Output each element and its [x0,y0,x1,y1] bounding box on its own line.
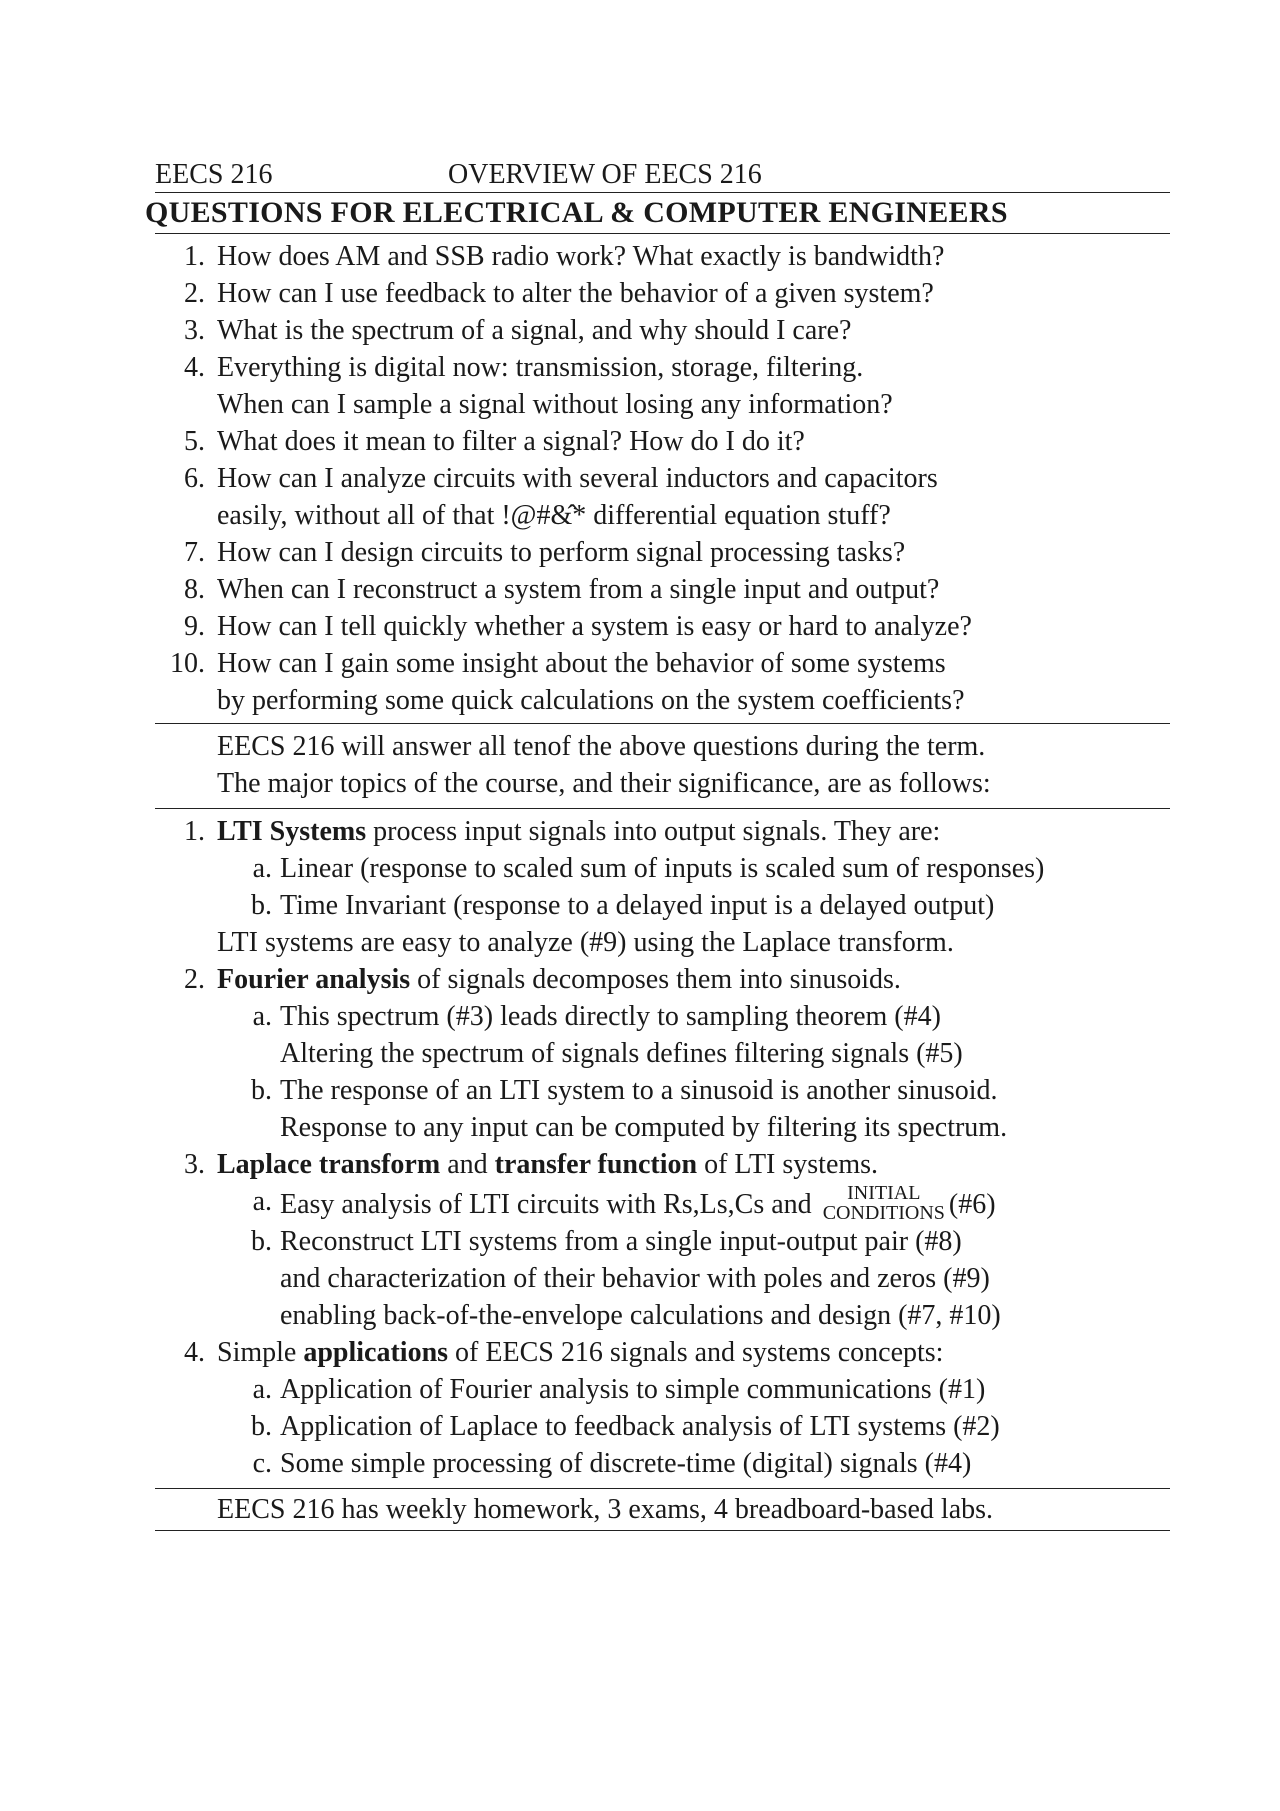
question-continuation [155,682,1170,719]
subitem-text: Time Invariant (response to a delayed input is a delayed output) [280,890,995,921]
question-item [155,571,1170,608]
questions-rule [155,723,1170,724]
question-text: How can I analyze circuits with several inductors and capacitors [217,463,938,494]
topic-number: 4. [184,1337,205,1368]
question-text: How can I gain some insight about the behavior of some systems [217,648,946,679]
subitem-text: Application of Laplace to feedback analysis of LTI systems (#2) [280,1411,1000,1442]
question-item [155,534,1170,571]
subitem-text: Some simple processing of discrete-time (digital) signals (#4) [280,1448,972,1479]
intro-line: The major topics of the course, and their significance, are as follows: [217,768,991,799]
question-item [155,608,1170,645]
question-item [155,349,1170,386]
stacked-label-top: INITIAL [847,1182,921,1204]
topic-text: of EECS 216 signals and systems concepts: [448,1337,944,1368]
topic-number: 3. [184,1149,205,1180]
question-number: 5. [184,426,205,457]
subitem-letter: b. [251,1411,272,1442]
course-code: EECS 216 [155,159,273,190]
subitem-text: This spectrum (#3) leads directly to sampling theorem (#4) [280,1001,941,1032]
question-number: 9. [184,611,205,642]
question-item [155,275,1170,312]
subitem-text: Reconstruct LTI systems from a single input-output pair (#8) [280,1226,962,1257]
topic-text: process input signals into output signals. They are: [366,816,941,847]
question-number: 4. [184,352,205,383]
question-number: 3. [184,315,205,346]
topic-number: 1. [184,816,205,847]
question-item [155,460,1170,497]
question-number: 8. [184,574,205,605]
question-text: easily, without all of that !@#&̂* differential equation stuff? [217,500,891,531]
subitem [155,1223,1170,1260]
question-item [155,238,1170,275]
subitem-letter: b. [251,890,272,921]
stacked-label [823,1183,945,1223]
subitem [155,850,1170,887]
intro-line: EECS 216 will answer all tenof the above questions during the term. [217,731,986,762]
intro-rule [155,808,1170,809]
subitem-text: Application of Fourier analysis to simple communications (#1) [280,1374,986,1405]
subitem-letter: a. [252,1001,272,1032]
question-item [155,312,1170,349]
subitem-letter: c. [252,1448,272,1479]
subitem-reference: (#6) [948,1189,996,1220]
footer-note: EECS 216 has weekly homework, 3 exams, 4 breadboard-based labs. [217,1494,994,1525]
question-text: How can I design circuits to perform signal processing tasks? [217,537,906,568]
topic-item [155,1334,1170,1371]
subitem [155,1072,1170,1109]
question-text: by performing some quick calculations on the system coefficients? [217,685,965,716]
question-text: How does AM and SSB radio work? What exactly is bandwidth? [217,241,945,272]
subitem-continuation: and characterization of their behavior with poles and zeros (#9) [280,1263,990,1294]
subitem-continuation: Response to any input can be computed by filtering its spectrum. [280,1112,1008,1143]
topic-item [155,1146,1170,1183]
question-continuation [155,386,1170,423]
topic-number: 2. [184,964,205,995]
question-text: How can I tell quickly whether a system is easy or hard to analyze? [217,611,972,642]
question-text: When can I sample a signal without losing any information? [217,389,893,420]
subitem-letter: a. [252,1186,272,1217]
question-item [155,423,1170,460]
question-text: When can I reconstruct a system from a single input and output? [217,574,940,605]
topic-term: LTI Systems [217,816,367,847]
topic-term: transfer function [494,1149,698,1180]
question-text: What is the spectrum of a signal, and why should I care? [217,315,852,346]
section-title: QUESTIONS FOR ELECTRICAL & COMPUTER ENGINEERS [145,196,1008,229]
subitem [155,1371,1170,1408]
intro-block [155,728,1170,802]
subitem-continuation: Altering the spectrum of signals defines filtering signals (#5) [280,1038,963,1069]
topic-term: Laplace transform [217,1149,441,1180]
question-number: 10. [170,648,205,679]
question-number: 7. [184,537,205,568]
question-text: How can I use feedback to alter the behavior of a given system? [217,278,934,309]
questions-list [155,238,1170,719]
topic-item [155,813,1170,850]
question-item [155,645,1170,682]
subitem [155,887,1170,924]
subitem [155,1445,1170,1482]
question-number: 2. [184,278,205,309]
question-text: Everything is digital now: transmission, storage, filtering. [217,352,864,383]
footer-block [155,1491,1170,1528]
footer-rule [155,1530,1170,1531]
subitem-text: The response of an LTI system to a sinusoid is another sinusoid. [280,1075,998,1106]
subitem [155,998,1170,1035]
topic-item [155,961,1170,998]
topics-list [155,813,1170,1482]
subitem-continuation: enabling back-of-the-envelope calculations and design (#7, #10) [280,1300,1001,1331]
document-page [145,158,1170,1531]
subitem-letter: b. [251,1075,272,1106]
title-rule [155,233,1170,234]
topics-rule [155,1488,1170,1489]
running-header [155,158,1170,192]
question-number: 1. [184,241,205,272]
topic-term: Fourier analysis [217,964,411,995]
stacked-label-bottom: CONDITIONS [822,1202,945,1224]
subitem [155,1408,1170,1445]
question-text: What does it mean to filter a signal? How do I do it? [217,426,805,457]
topic-continuation: LTI systems are easy to analyze (#9) using the Laplace transform. [217,927,954,958]
question-number: 6. [184,463,205,494]
subitem-text: Linear (response to scaled sum of inputs is scaled sum of responses) [280,853,1045,884]
topic-text: of signals decomposes them into sinusoids. [410,964,901,995]
subitem-letter: b. [251,1226,272,1257]
topic-text: Simple [217,1337,304,1368]
subitem [155,1183,1170,1223]
topic-text: of LTI systems. [697,1149,879,1180]
topic-text: and [440,1149,495,1180]
topic-term: applications [303,1337,449,1368]
subitem-text: Easy analysis of LTI circuits with Rs,Ls,Cs and [280,1189,812,1220]
subitem-letter: a. [252,1374,272,1405]
question-continuation [155,497,1170,534]
subitem-letter: a. [252,853,272,884]
document-title: OVERVIEW OF EECS 216 [448,159,762,190]
